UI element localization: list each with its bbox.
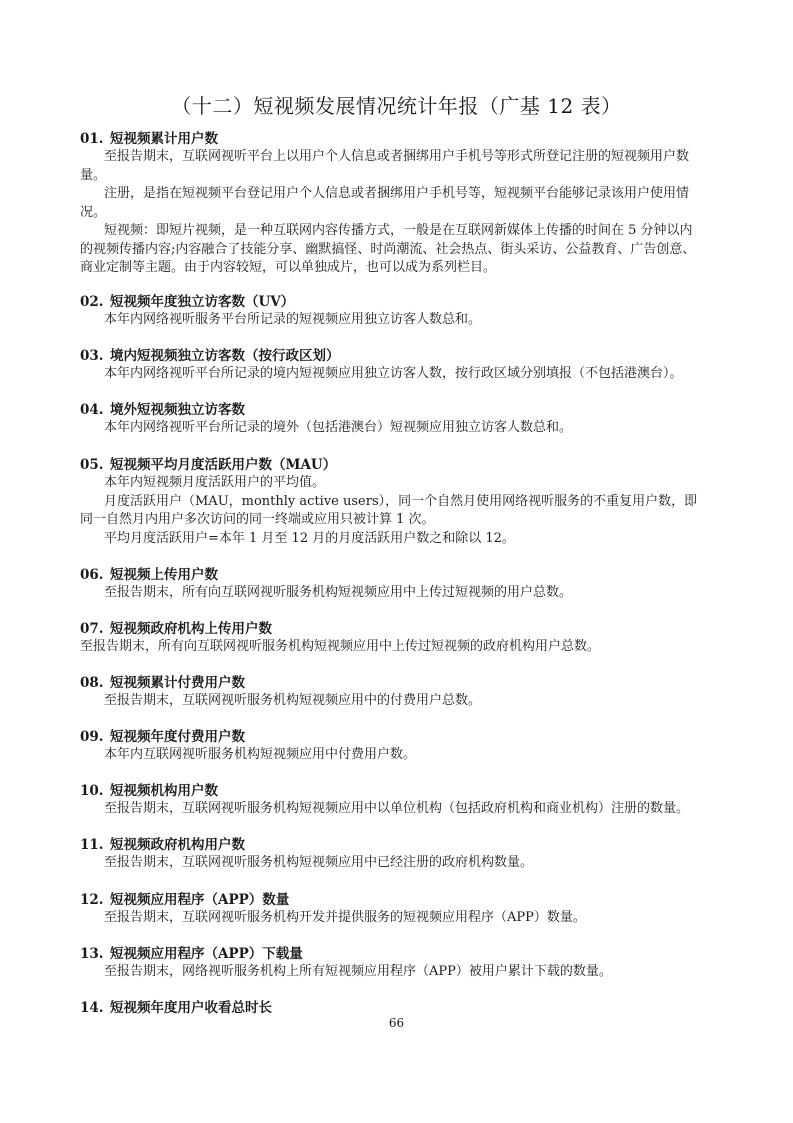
definition-item: [80, 566, 743, 603]
definition-item: [80, 728, 743, 765]
definition-item: [80, 836, 743, 873]
item-number: 12.: [80, 892, 104, 908]
item-title: 境外短视频独立访客数: [110, 402, 245, 418]
item-number: 03.: [80, 348, 104, 364]
definition-item: [80, 891, 743, 928]
item-number: 13.: [80, 946, 104, 962]
item-text-line: 短视频：即短片视频，是一种互联网内容传播方式，一般是在互联网新媒体上传播的时间在 5 分钟以内: [104, 223, 693, 238]
item-text-line: 商业定制等主题。由于内容较短，可以单独成片，也可以成为系列栏目。: [80, 260, 497, 275]
item-text-line: 况。: [80, 204, 107, 220]
item-heading: [80, 891, 743, 909]
definition-item: [80, 401, 743, 438]
item-text-line: 同一自然月内用户多次访问的同一终端或应用只被计算 1 次。: [80, 512, 435, 527]
item-text-line: 的视频传播内容;内容融合了技能分享、幽默搞怪、时尚潮流、社会热点、街头采访、公益教育、广告创意、: [80, 241, 696, 257]
item-number: 11.: [80, 837, 104, 853]
item-title: 短视频年度独立访客数（UV）: [110, 294, 295, 310]
definition-item: [80, 130, 743, 278]
item-text-line: 至报告期末，互联网视听服务机构短视频应用中已经注册的政府机构数量。: [104, 855, 534, 870]
item-title: 境内短视频独立访客数（按行政区划）: [110, 348, 340, 364]
definition-item: [80, 999, 743, 1017]
item-number: 05.: [80, 457, 104, 473]
item-number: 14.: [80, 1000, 104, 1016]
item-heading: [80, 620, 743, 638]
item-number: 09.: [80, 729, 104, 745]
item-heading: [80, 401, 743, 419]
definition-item: [80, 782, 743, 819]
definition-item: [80, 347, 743, 384]
item-heading: [80, 347, 743, 365]
item-text-line: 至报告期末，互联网视听服务机构开发并提供服务的短视频应用程序（APP）数量。: [104, 910, 586, 925]
item-text-line: 本年内互联网视听服务机构短视频应用中付费用户数。: [104, 747, 417, 762]
item-text-line: 量。: [80, 167, 107, 183]
item-title: 短视频上传用户数: [110, 567, 218, 583]
item-number: 10.: [80, 783, 104, 799]
item-number: 02.: [80, 294, 104, 310]
item-text-line: 本年内网络视听服务平台所记录的短视频应用独立访客人数总和。: [104, 312, 482, 327]
definition-item: [80, 674, 743, 711]
item-text-line: 平均月度活跃用户=本年 1 月至 12 月的月度活跃用户数之和除以 12。: [104, 530, 515, 546]
item-number: 06.: [80, 567, 104, 583]
item-heading: [80, 836, 743, 854]
item-title: 短视频政府机构上传用户数: [110, 621, 272, 637]
item-number: 08.: [80, 675, 104, 691]
definition-item: [80, 620, 743, 657]
item-heading: [80, 456, 743, 474]
item-heading: [80, 293, 743, 311]
item-title: 短视频累计付费用户数: [110, 675, 245, 691]
item-title: 短视频应用程序（APP）数量: [110, 892, 290, 908]
item-text-line: 至报告期末，所有向互联网视听服务机构短视频应用中上传过短视频的用户总数。: [104, 585, 573, 600]
item-heading: [80, 566, 743, 584]
item-number: 07.: [80, 621, 104, 637]
item-text-line: 月度活跃用户（MAU，monthly active users），同一个自然月使用网络视听服务的不重复用户数，即: [104, 493, 698, 509]
item-title: 短视频应用程序（APP）下载量: [110, 946, 303, 962]
item-text-line: 至报告期末，互联网视听平台上以用户个人信息或者捆绑用户手机号等形式所登记注册的短视频用户数: [104, 149, 690, 164]
item-heading: [80, 674, 743, 692]
item-heading: [80, 945, 743, 963]
item-text-line: 至报告期末，互联网视听服务机构短视频应用中的付费用户总数。: [104, 693, 482, 708]
page-number: 66: [388, 1016, 405, 1030]
item-text-line: 本年内网络视听平台所记录的境外（包括港澳台）短视频应用独立访客人数总和。: [104, 420, 573, 435]
item-text-line: 至报告期末，所有向互联网视听服务机构短视频应用中上传过短视频的政府机构用户总数。: [80, 639, 601, 654]
item-title: 短视频政府机构用户数: [110, 837, 245, 853]
item-title: 短视频年度用户收看总时长: [110, 1000, 272, 1016]
item-heading: [80, 728, 743, 746]
definition-item: [80, 945, 743, 982]
item-title: 短视频年度付费用户数: [110, 729, 245, 745]
item-heading: [80, 782, 743, 800]
definition-item: [80, 293, 743, 330]
page-title: （十二）短视频发展情况统计年报（广基 12 表）: [171, 94, 622, 118]
item-title: 短视频累计用户数: [110, 131, 218, 147]
item-title: 短视频机构用户数: [110, 783, 218, 799]
item-text-line: 本年内短视频月度活跃用户的平均值。: [104, 475, 326, 490]
item-number: 04.: [80, 402, 104, 418]
item-text-line: 至报告期末，互联网视听服务机构短视频应用中以单位机构（包括政府机构和商业机构）注册的数量。: [104, 801, 690, 816]
item-heading: [80, 130, 743, 148]
item-heading: [80, 999, 743, 1017]
item-text-line: 注册，是指在短视频平台登记用户个人信息或者捆绑用户手机号等，短视频平台能够记录该用户使用情: [104, 186, 690, 201]
definition-item: [80, 456, 743, 548]
item-text-line: 本年内网络视听平台所记录的境内短视频应用独立访客人数，按行政区域分别填报（不包括港澳台）。: [104, 366, 683, 381]
item-text-line: 至报告期末，网络视听服务机构上所有短视频应用程序（APP）被用户累计下载的数量。: [104, 964, 612, 979]
item-number: 01.: [80, 131, 104, 147]
item-title: 短视频平均月度活跃用户数（MAU）: [110, 457, 337, 473]
